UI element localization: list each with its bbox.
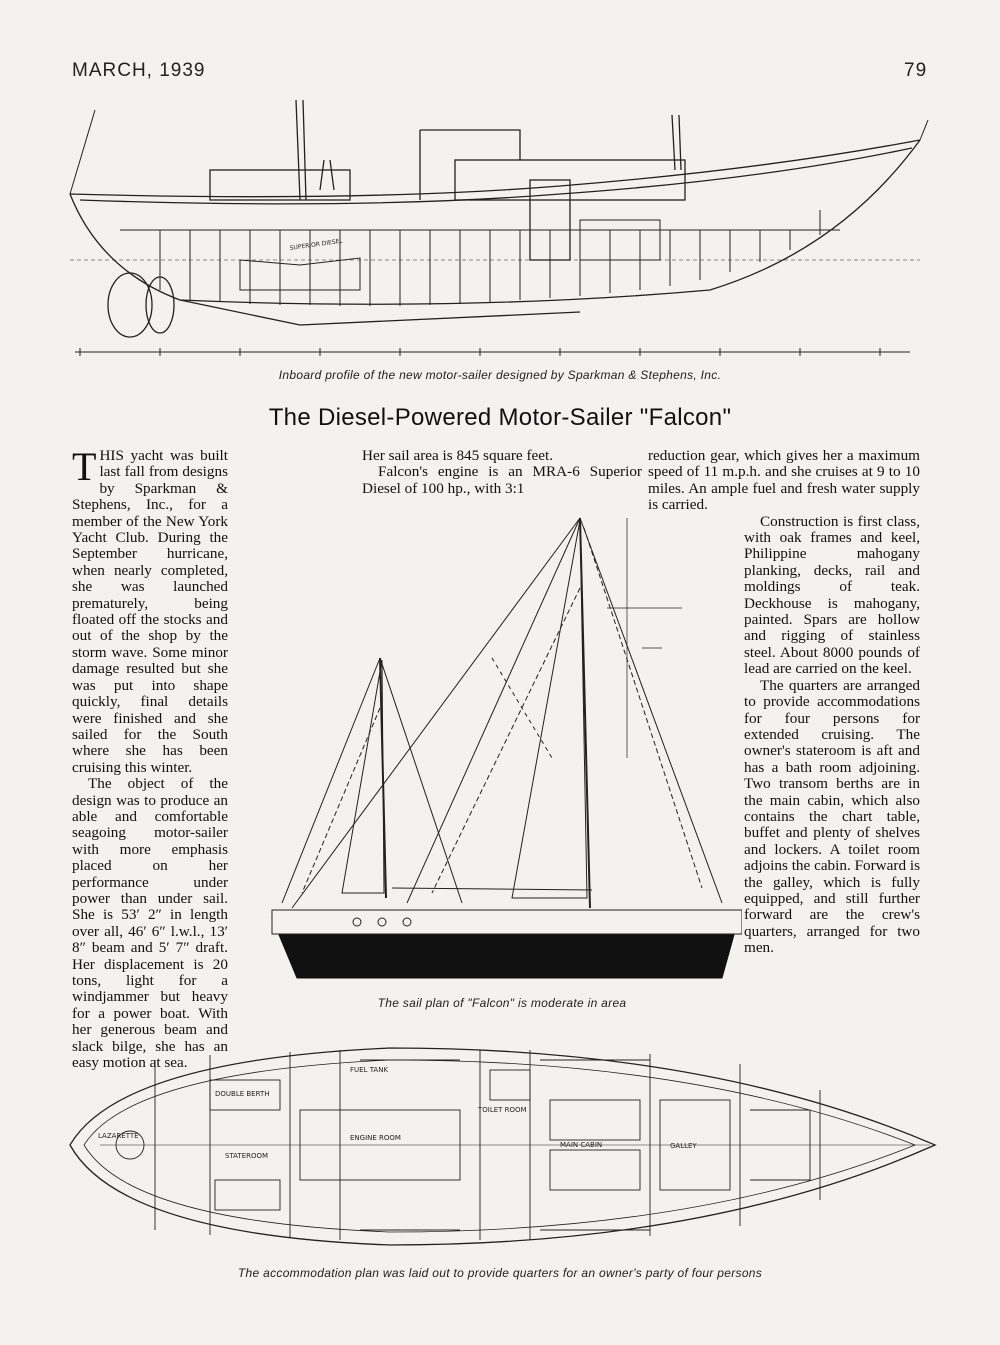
double-berth-label: DOUBLE BERTH bbox=[215, 1090, 270, 1098]
accommodation-caption: The accommodation plan was laid out to provide quarters for an owner's party of four persons bbox=[237, 1266, 763, 1280]
inboard-profile-drawing bbox=[60, 90, 930, 370]
col3-paragraph-3: The quarters are arranged to provide accommodations for four persons for extended cruising. The owner's stateroom is aft and has a bath room adjoining. Two transom berths are in the main cabin, which also contains the chart table, buffet and plenty of shelves and lockers. A toilet room adjoins the cabin. Forward is the galley, which is fully equipped, and still further forward are the crew's quarters, arranged for two men. bbox=[744, 676, 920, 957]
fuel-tank-label: FUEL TANK bbox=[350, 1066, 389, 1074]
accommodation-plan-drawing bbox=[60, 1040, 940, 1260]
profile-caption: Inboard profile of the new motor-sailer designed by Sparkman & Stephens, Inc. bbox=[278, 368, 722, 382]
galley-label: GALLEY bbox=[670, 1142, 697, 1150]
toilet-room-label: TOILET ROOM bbox=[478, 1106, 527, 1114]
col1-paragraph-2: The object of the design was to produce an able and comfortable seagoing motor-sailer with more emphasis placed on her performance under power than under sail. She is 53′ 2″ in length over all, 46′ 6″ l.w.l., 13′ 8″ beam and 5′ 7″ draft. Her displacement is 20 tons, light for a windjammer but heavy for a power boat. With her generous beam and slack bilge, she has an easy motion at sea. bbox=[72, 775, 228, 1072]
issue-date: MARCH, 1939 bbox=[72, 60, 206, 81]
article-title: The Diesel-Powered Motor-Sailer "Falcon" bbox=[268, 404, 732, 431]
sail-plan-caption: The sail plan of "Falcon" is moderate in area bbox=[377, 996, 627, 1010]
engine-label: SUPERIOR DIESEL bbox=[289, 237, 344, 252]
stateroom-label: STATEROOM bbox=[225, 1152, 269, 1160]
col3-paragraph-1: reduction gear, which gives her a maximum speed of 11 m.p.h. and she cruises at 9 to 10 miles. An ample fuel and fresh water supply is carried. bbox=[648, 447, 920, 514]
article-column-1 bbox=[72, 444, 228, 1072]
col1-paragraph-1: HIS yacht was built last fall from designs by Sparkman & Stephens, Inc., for a member of the New York Yacht Club. During the September hurricane, when nearly completed, she was launched prematurely, being floated off the stocks and out of the shop by the storm wave. Some minor damage resulted but she was put into shape quickly, final details were finished and she sailed for the South where she has been cruising this winter. bbox=[72, 447, 228, 776]
article-column-2 bbox=[362, 448, 642, 497]
col3-paragraph-2: Construction is first class, with oak frames and keel, Philippine mahogany planking, decks, rail and moldings of teak. Deckhouse is mahogany, painted. Spars are hollow and rigging of stainless steel. About 8000 pounds of lead are carried on the keel. bbox=[744, 512, 920, 678]
sail-plan-drawing bbox=[262, 508, 742, 988]
engine-room-label: ENGINE ROOM bbox=[350, 1134, 401, 1142]
page-number: 79 bbox=[904, 60, 928, 81]
col2-paragraph-1: Her sail area is 845 square feet. bbox=[362, 447, 554, 464]
drop-cap: T bbox=[72, 444, 97, 489]
col2-paragraph-2: Falcon's engine is an MRA-6 Superior Diesel of 100 hp., with 3:1 bbox=[362, 463, 642, 497]
main-cabin-label: MAIN CABIN bbox=[560, 1141, 603, 1149]
lazarette-label: LAZARETTE bbox=[98, 1132, 139, 1140]
